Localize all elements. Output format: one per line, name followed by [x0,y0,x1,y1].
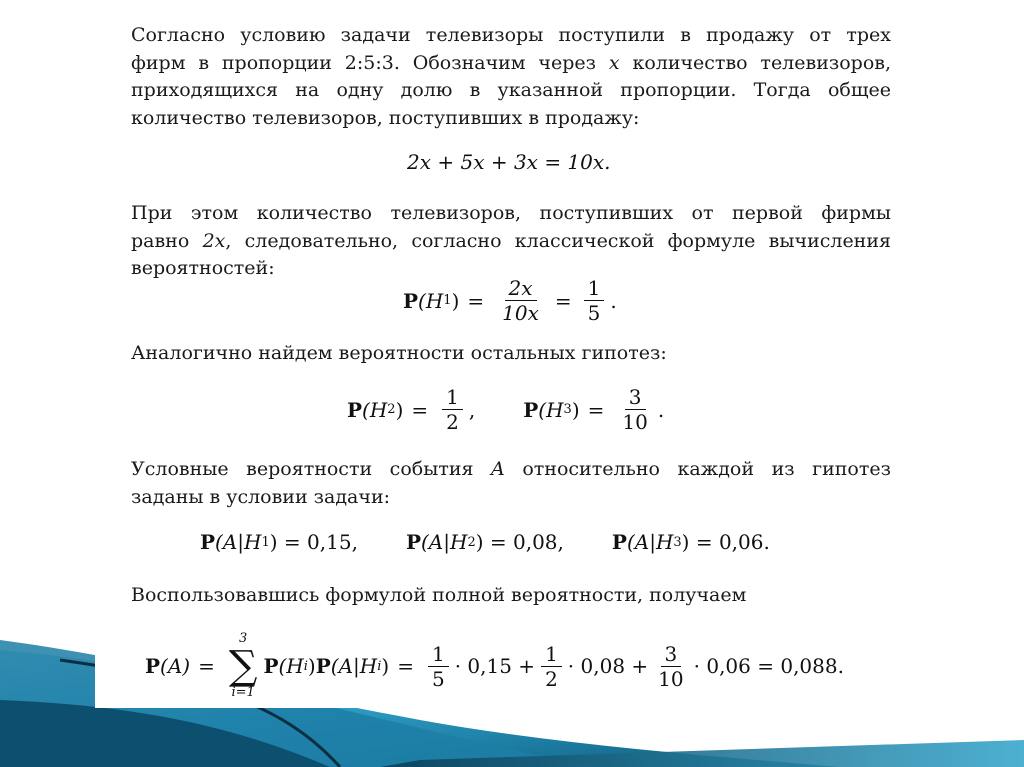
fraction [654,643,687,690]
punctuation: , [468,397,476,422]
paragraph-total-probability [131,582,891,610]
denominator: 5 [587,301,601,325]
formula-text: 2x + 5x + 3x = 10x. [407,150,611,174]
text-fragment: равно [131,229,190,252]
paren: ) [681,530,690,554]
fraction [442,386,463,433]
denominator: 10x [502,301,539,325]
paragraph-first-firm [131,200,891,283]
text-fragment: Условные вероятности события [131,458,474,480]
formula-total-probability [145,632,844,700]
text-line: При этом количество телевизоров, поступивших от первой фирмы [131,202,891,224]
punctuation: . [610,288,617,313]
paren: ) [381,654,390,678]
equals-sign: = [587,397,605,422]
prob-symbol: P [200,530,216,554]
numerator: 2x [505,277,537,301]
denominator: 5 [431,666,445,691]
sigma-symbol: ∑ [228,643,258,689]
text-fragment: , следовательно, согласно классической формуле вычисления [225,229,891,252]
formula-value: = 0,08, [483,530,564,554]
fraction [584,277,605,324]
paragraph-other-hypotheses [131,340,891,368]
numerator: 1 [541,643,562,667]
prob-symbol: P [523,397,539,422]
paragraph-conditional [131,456,891,511]
text-line [131,228,891,256]
formula-term: · 0,06 = 0,088. [693,654,844,678]
equals-sign: = [397,654,414,678]
fraction [541,643,562,690]
formula-arg: (H [278,654,304,678]
formula-term: · 0,08 + [567,654,649,678]
denominator: 2 [545,666,558,691]
formula-p-h1 [403,277,617,324]
prob-symbol: P [315,654,331,678]
numerator: 1 [442,386,463,410]
denominator: 2 [446,410,459,434]
subscript: 2 [387,402,396,417]
numerator: 3 [625,386,646,410]
text-line: количество телевизоров, поступивших в продажу: [131,106,640,129]
sum-upper-limit: 3 [239,631,248,646]
text-line: приходящихся на одну долю в указанной пропорции. Тогда общее [131,79,891,101]
numerator: 3 [661,643,682,667]
prob-symbol: P [403,288,419,313]
subscript: 3 [673,534,682,550]
equals-sign: = [198,654,215,678]
text-line: Аналогично найдем вероятности остальных гипотез: [131,342,667,364]
text-fragment: количество телевизоров, [632,51,891,74]
paren: ) [269,530,278,554]
formula-arg: (H [418,288,444,313]
numerator: 1 [428,643,449,667]
math-variable: A [491,458,505,480]
fraction [498,277,543,324]
subscript: 1 [443,293,452,308]
formula-p-h2-h3 [347,386,664,433]
formula-value: = 0,06. [689,530,770,554]
formula-arg: (A|H [215,530,262,554]
formula-term: · 0,15 + [454,654,536,678]
text-fragment: относительно каждой из гипотез [522,458,891,480]
text-line [131,456,891,484]
subscript: 2 [467,534,476,550]
equals-sign: = [554,288,572,313]
subscript: 3 [563,402,572,417]
text-line: заданы в условии задачи: [131,485,391,508]
math-variable: 2x [202,229,226,252]
fraction [618,386,651,433]
paren: ) [307,654,316,678]
subscript: 1 [261,534,270,550]
prob-symbol: P [405,530,421,554]
paren: ) [571,397,580,422]
formula-total [407,150,611,174]
text-line: вероятностей: [131,257,275,279]
prob-symbol: P [145,654,161,678]
summation [229,632,258,700]
paren: ) [475,530,484,554]
denominator: 10 [658,666,684,691]
text-fragment: фирм в пропорции 2:5:3. Обозначим через [131,51,596,74]
equals-sign: = [467,288,485,313]
formula-arg: (A|H [421,530,468,554]
sum-lower-limit: i=1 [231,685,255,700]
formula-arg: (A|H [626,530,674,554]
math-variable: x [608,51,620,74]
prob-symbol: P [263,654,279,678]
formula-value: = 0,15, [277,530,358,554]
subscript: i [377,658,382,674]
text-line: Воспользовавшись формулой полной вероятности, получаем [131,584,747,606]
formula-conditional-probs [200,530,770,554]
prob-symbol: P [347,397,363,422]
text-line [131,50,891,78]
formula-arg: (A|H [330,654,378,678]
paragraph-intro [131,22,891,132]
slide-content [95,0,945,708]
subscript: i [303,658,308,674]
paren: ) [451,288,460,313]
text-line: Согласно условию задачи телевизоры поступили в продажу от трех [131,24,891,46]
numerator: 1 [584,277,605,301]
prob-symbol: P [611,530,627,554]
paren: ) [395,397,404,422]
fraction [428,643,449,690]
formula-arg: (H [538,397,564,422]
formula-arg: (H [362,397,388,422]
equals-sign: = [411,397,429,422]
denominator: 10 [622,410,648,434]
formula-arg: (A) [160,654,191,678]
punctuation: . [657,397,665,422]
